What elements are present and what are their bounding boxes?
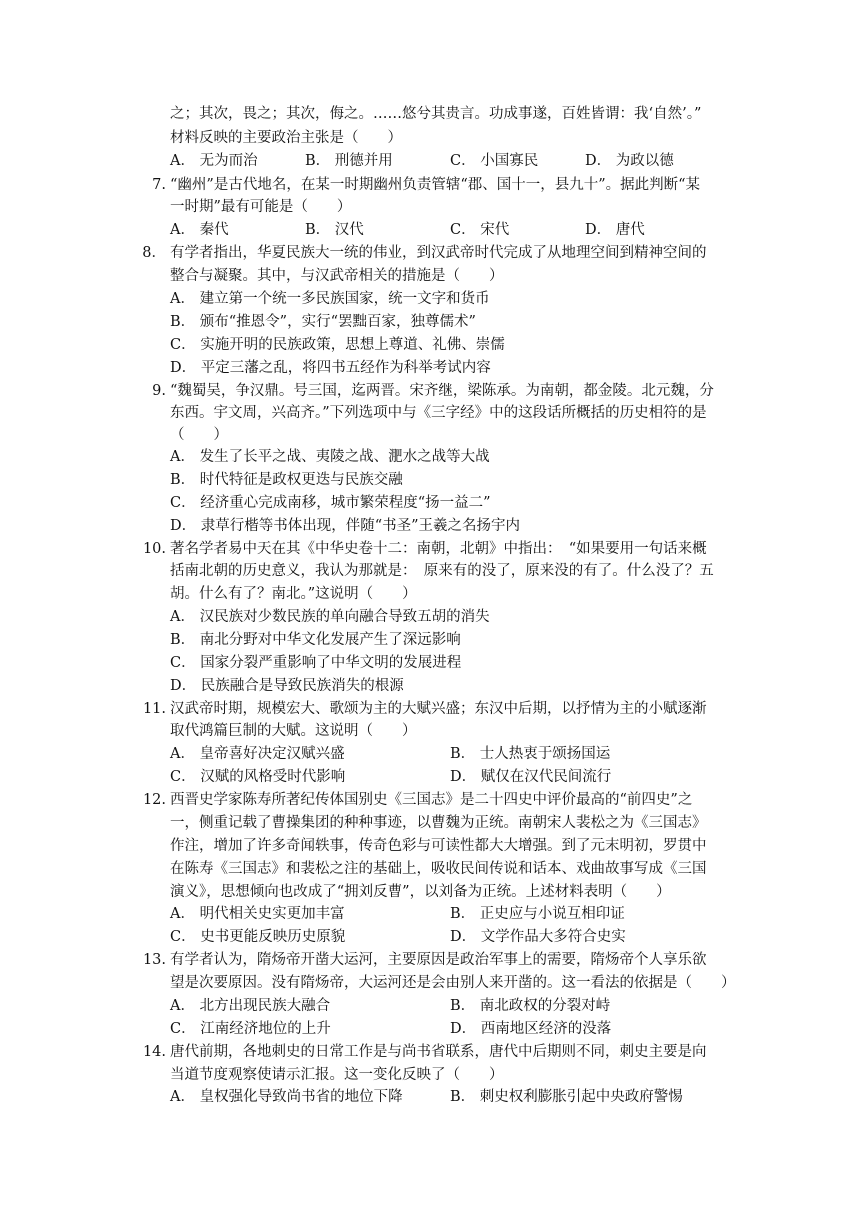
- q9-option-c[interactable]: C． 经济重心完成南移，城市繁荣程度“扬一益二”: [170, 495, 491, 511]
- q12-line-1: 西晋史学家陈寿所著纪传体国别史《三国志》是二十四史中评价最高的“前四史”之: [170, 792, 693, 808]
- q8-option-b[interactable]: B． 颁布“推恩令”，实行“罢黜百家，独尊儒术”: [170, 314, 476, 330]
- q8-number: 8．: [142, 245, 166, 261]
- q10-option-c[interactable]: C． 国家分裂严重影响了中华文明的发展进程: [170, 655, 462, 671]
- q13-option-d[interactable]: D． 西南地区经济的没落: [450, 1021, 612, 1037]
- q13-line-1: 有学者认为，隋炀帝开凿大运河，主要原因是政治军事上的需要，隋炀帝个人享乐欲: [170, 952, 707, 968]
- q14-option-b[interactable]: B． 刺史权利膨胀引起中央政府警惕: [450, 1089, 683, 1105]
- q7-option-c[interactable]: C． 宋代: [450, 222, 510, 238]
- q7-option-a[interactable]: A． 秦代: [170, 222, 229, 238]
- q6-option-b[interactable]: B． 刑德并用: [305, 153, 393, 169]
- q11-number: 11.: [142, 701, 166, 717]
- q8-line-1: 有学者指出，华夏民族大一统的伟业，到汉武帝时代完成了从地理空间到精神空间的: [170, 245, 707, 261]
- q7-option-b[interactable]: B． 汉代: [305, 222, 364, 238]
- q11-line-2: 取代鸿篇巨制的大赋。这说明（ ）: [170, 723, 417, 739]
- q8-line-2: 整合与凝聚。其中，与汉武帝相关的措施是（ ）: [170, 268, 504, 284]
- q8-option-d[interactable]: D． 平定三藩之乱，将四书五经作为科举考试内容: [170, 360, 491, 376]
- q9-option-a[interactable]: A． 发生了长平之战、夷陵之战、淝水之战等大战: [170, 449, 490, 465]
- q6-option-a[interactable]: A． 无为而治: [170, 153, 258, 169]
- q11-option-d[interactable]: D． 赋仅在汉代民间流行: [450, 769, 612, 785]
- q10-line-3: 胡。什么有了？南北。”这说明（ ）: [170, 586, 417, 602]
- q12-option-c[interactable]: C． 史书更能反映历史原貌: [170, 929, 346, 945]
- q13-option-b[interactable]: B． 南北政权的分裂对峙: [450, 998, 611, 1014]
- q9-option-b[interactable]: B． 时代特征是政权更迭与民族交融: [170, 472, 403, 488]
- q12-line-4: 在陈寿《三国志》和裴松之注的基础上，吸收民间传说和话本、戏曲故事写成《三国: [170, 861, 707, 877]
- q14-line-1: 唐代前期，各地刺史的日常工作是与尚书省联系，唐代中后期则不同，刺史主要是向: [170, 1044, 707, 1060]
- q9-line-3: （ ）: [170, 427, 228, 443]
- q14-number: 14.: [142, 1044, 166, 1060]
- q12-option-d[interactable]: D． 文学作品大多符合史实: [450, 929, 626, 945]
- q14-line-2: 当道节度观察使请示汇报。这一变化反映了（ ）: [170, 1067, 504, 1083]
- q6-option-c[interactable]: C． 小国寡民: [450, 153, 539, 169]
- q12-line-3: 作注，增加了许多奇闻轶事，传奇色彩与可读性都大大增强。到了元末明初，罗贯中: [170, 838, 707, 854]
- q7-line-1: “幽州”是古代地名，在某一时期幽州负责管辖“郡、国十一，县九十”。据此判断“某: [170, 177, 701, 193]
- q10-line-2: 括南北朝的历史意义，我认为那就是： 原来有的没了，原来没的有了。什么没了？五: [170, 563, 714, 579]
- q11-line-1: 汉武帝时期，规模宏大、歌颂为主的大赋兴盛；东汉中后期，以抒情为主的小赋逐渐: [170, 701, 707, 717]
- q13-line-2: 望是次要原因。没有隋炀帝，大运河还是会由别人来开凿的。这一看法的依据是（ ）: [170, 975, 736, 991]
- q14-option-a[interactable]: A． 皇权强化导致尚书省的地位下降: [170, 1089, 403, 1105]
- q12-option-a[interactable]: A． 明代相关史实更加丰富: [170, 906, 345, 922]
- q7-number: 7.: [152, 177, 166, 193]
- q10-option-b[interactable]: B． 南北分野对中华文化发展产生了深远影响: [170, 632, 461, 648]
- q9-option-d[interactable]: D． 隶草行楷等书体出现，伴随“书圣”王羲之名扬宇内: [170, 518, 521, 534]
- q9-line-2: 东西。宇文周，兴高齐。”下列选项中与《三字经》中的这段话所概括的历史相符的是: [170, 405, 707, 421]
- q12-line-5: 演义》，思想倾向也改成了“拥刘反曹”，以刘备为正统。上述材料表明（ ）: [170, 884, 671, 900]
- q6-option-d[interactable]: D． 为政以德: [585, 153, 674, 169]
- q7-line-2: 一时期”最有可能是（ ）: [170, 199, 352, 215]
- q13-option-a[interactable]: A． 北方出现民族大融合: [170, 998, 331, 1014]
- q10-number: 10.: [142, 541, 166, 557]
- q9-number: 9.: [152, 383, 166, 399]
- q10-line-1: 著名学者易中天在其《中华史卷十二：南朝，北朝》中指出： “如果要用一句话来概: [170, 541, 707, 557]
- q8-option-a[interactable]: A． 建立第一个统一多民族国家，统一文字和货币: [170, 291, 490, 307]
- q8-option-c[interactable]: C． 实施开明的民族政策，思想上尊道、礼佛、崇儒: [170, 337, 505, 353]
- q12-number: 12.: [142, 792, 166, 808]
- q11-option-a[interactable]: A． 皇帝喜好决定汉赋兴盛: [170, 746, 345, 762]
- q7-option-d[interactable]: D． 唐代: [585, 222, 645, 238]
- q10-option-a[interactable]: A． 汉民族对少数民族的单向融合导致五胡的消失: [170, 609, 490, 625]
- q13-number: 13.: [142, 952, 166, 968]
- q11-option-b[interactable]: B． 士人热衷于颂扬国运: [450, 746, 611, 762]
- q10-option-d[interactable]: D． 民族融合是导致民族消失的根源: [170, 678, 404, 694]
- q12-line-2: 一，侧重记载了曹操集团的种种事迹，以曹魏为正统。南朝宋人裴松之为《三国志》: [170, 815, 707, 831]
- q12-option-b[interactable]: B． 正史应与小说互相印证: [450, 906, 625, 922]
- q11-option-c[interactable]: C． 汉赋的风格受时代影响: [170, 769, 346, 785]
- q13-option-c[interactable]: C． 江南经济地位的上升: [170, 1021, 331, 1037]
- q6-line-2: 材料反映的主要政治主张是（ ）: [170, 130, 402, 146]
- q9-line-1: “魏蜀吴，争汉鼎。号三国，迄两晋。宋齐继，梁陈承。为南朝，都金陵。北元魏，分: [170, 383, 714, 399]
- q6-line-1: 之；其次，畏之；其次，侮之。……悠兮其贵言。功成事遂，百姓皆谓：我‘自然’。”: [170, 106, 702, 122]
